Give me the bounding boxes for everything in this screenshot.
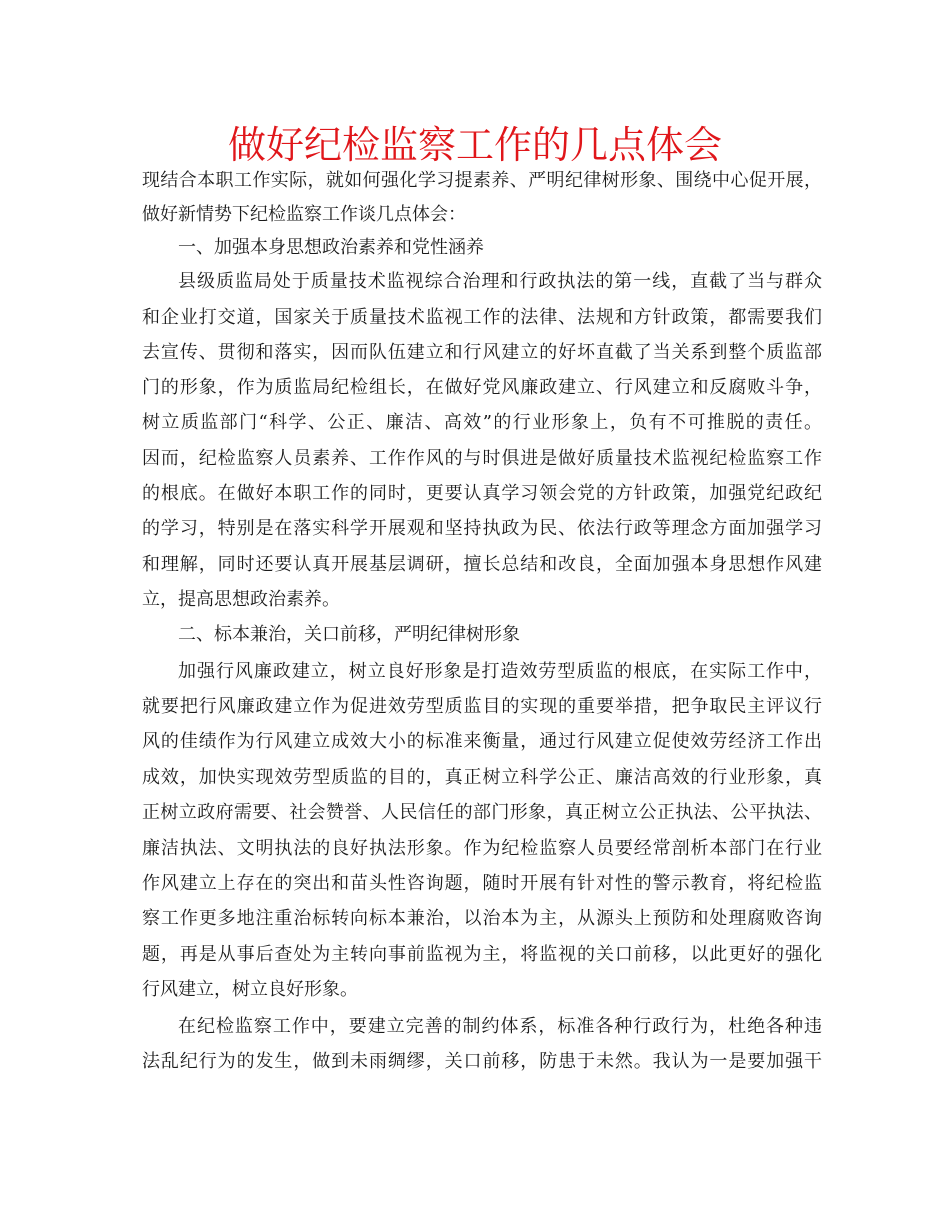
body-line-2: 做好新情势下纪检监察工作谈几点体会： [142, 204, 466, 225]
body-line-16: 就要把行风廉政建立作为促进效劳型质监目的实现的重要举措，把争取民主评议行 [142, 696, 822, 717]
body-line-11: 的学习，特别是在落实科学开展观和坚持执政为民、依法行政等理念方面加强学习 [142, 518, 822, 539]
body-line-20: 廉洁执法、文明执法的良好执法形象。作为纪检监察人员要经常剖析本部门在行业 [142, 838, 822, 859]
document-title: 做好纪检监察工作的几点体会 [227, 123, 722, 167]
body-line-22: 察工作更多地注重治标转向标本兼治，以治本为主，从源头上预防和处理腐败咨询 [142, 908, 822, 929]
body-line-25: 在纪检监察工作中，要建立完善的制约体系，标准各种行政行为，杜绝各种违 [178, 1016, 822, 1037]
section-heading-1: 一、加强本身思想政治素养和党性涵养 [178, 237, 484, 258]
body-line-23: 题，再是从事后查处为主转向事前监视为主，将监视的关口前移，以此更好的强化 [142, 944, 822, 965]
body-line-4: 县级质监局处于质量技术监视综合治理和行政执法的第一线，直截了当与群众 [178, 271, 822, 292]
body-line-6: 去宣传、贯彻和落实，因而队伍建立和行风建立的好坏直截了当关系到整个质监部 [142, 342, 822, 363]
body-line-1: 现结合本职工作实际，就如何强化学习提素养、严明纪律树形象、围绕中心促开展， [142, 170, 822, 191]
body-line-15: 加强行风廉政建立，树立良好形象是打造效劳型质监的根底，在实际工作中， [178, 661, 822, 682]
body-line-13: 立，提高思想政治素养。 [142, 589, 340, 610]
body-line-10: 的根底。在做好本职工作的同时，更要认真学习领会党的方针政策，加强党纪政纪 [142, 483, 822, 504]
body-line-26: 法乱纪行为的发生，做到未雨绸缪，关口前移，防患于未然。我认为一是要加强干 [142, 1051, 822, 1072]
body-line-24: 行风建立，树立良好形象。 [142, 979, 358, 1000]
body-line-8: 树立质监部门“科学、公正、廉洁、高效”的行业形象上，负有不可推脱的责任。 [142, 412, 822, 433]
body-line-19: 正树立政府需要、社会赞誉、人民信任的部门形象，真正树立公正执法、公平执法、 [142, 802, 822, 823]
body-line-18: 成效，加快实现效劳型质监的目的，真正树立科学公正、廉洁高效的行业形象，真 [142, 767, 822, 788]
body-line-5: 和企业打交道，国家关于质量技术监视工作的法律、法规和方针政策，都需要我们 [142, 307, 822, 328]
body-line-12: 和理解，同时还要认真开展基层调研，擅长总结和改良，全面加强本身思想作风建 [142, 554, 822, 575]
section-heading-2: 二、标本兼治，关口前移，严明纪律树形象 [178, 624, 520, 645]
body-line-7: 门的形象，作为质监局纪检组长，在做好党风廉政建立、行风建立和反腐败斗争， [142, 377, 822, 398]
body-line-17: 风的佳绩作为行风建立成效大小的标准来衡量，通过行风建立促使效劳经济工作出 [142, 731, 822, 752]
body-line-21: 作风建立上存在的突出和苗头性咨询题，随时开展有针对性的警示教育，将纪检监 [142, 873, 822, 894]
body-line-9: 因而，纪检监察人员素养、工作作风的与时俱进是做好质量技术监视纪检监察工作 [142, 448, 822, 469]
